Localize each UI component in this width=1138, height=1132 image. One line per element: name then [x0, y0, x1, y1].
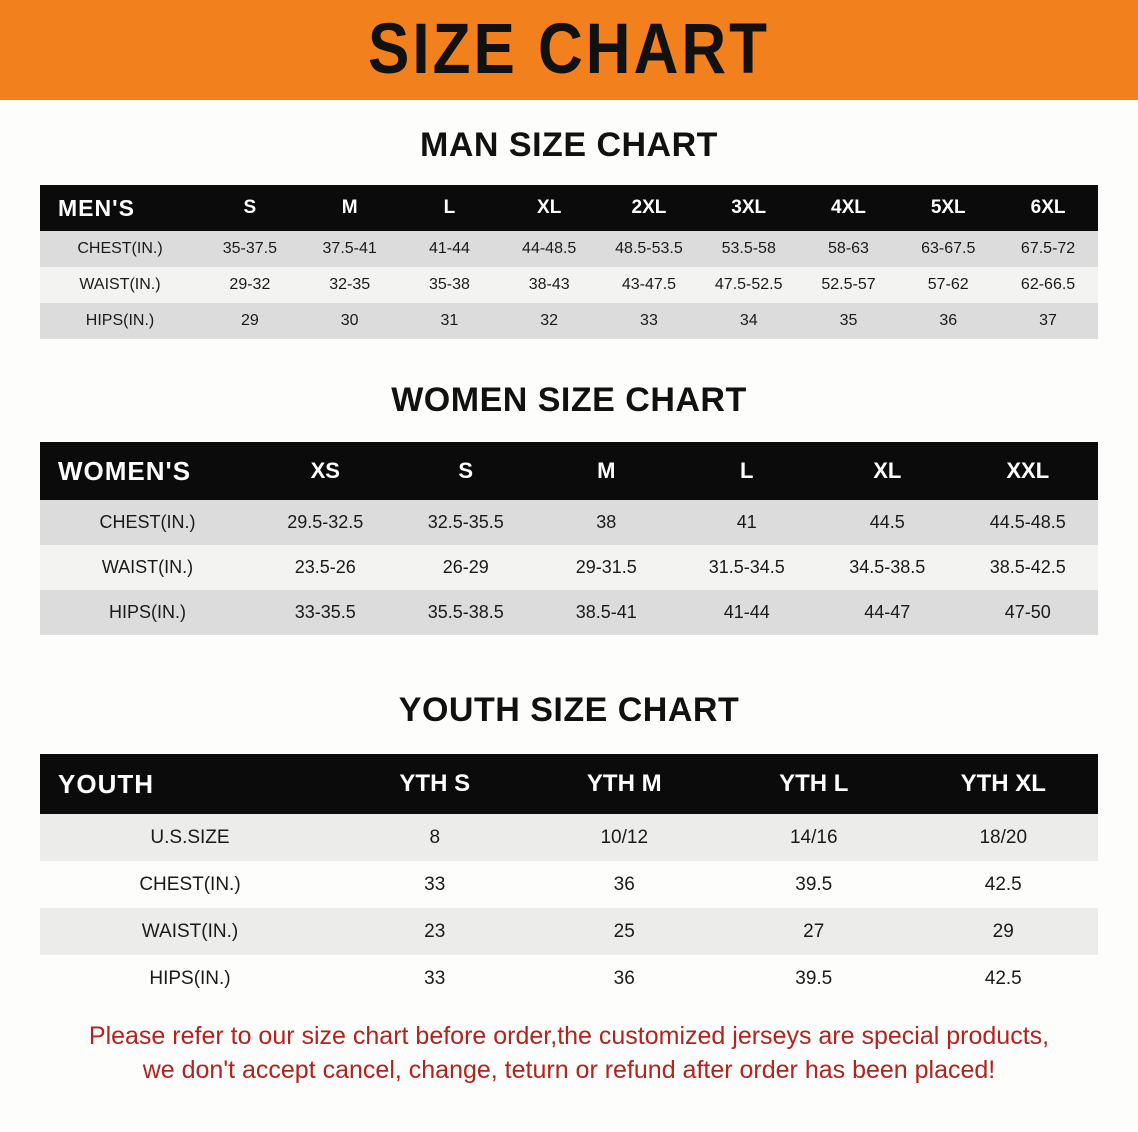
table-cell: 26-29 [396, 545, 537, 590]
table-cell: 35.5-38.5 [396, 590, 537, 635]
table-row [40, 908, 1098, 955]
women-header-cell: L [677, 442, 818, 500]
table-cell: 27 [719, 908, 909, 955]
table-row [40, 545, 1098, 590]
table-cell: 38-43 [499, 267, 599, 303]
table-cell: 36 [530, 955, 720, 1002]
table-cell: 44.5-48.5 [958, 500, 1099, 545]
table-cell: 37.5-41 [300, 231, 400, 267]
youth-header-cell: YTH L [719, 754, 909, 814]
table-cell: 47-50 [958, 590, 1099, 635]
table-cell: 34 [699, 303, 799, 339]
table-cell: 29 [909, 908, 1099, 955]
man-table-wrapper [40, 185, 1098, 339]
table-cell: 44-47 [817, 590, 958, 635]
table-cell: 39.5 [719, 955, 909, 1002]
table-header-row [40, 185, 1098, 231]
row-label: WAIST(IN.) [40, 267, 200, 303]
women-size-table [40, 442, 1098, 635]
table-cell: 43-47.5 [599, 267, 699, 303]
women-header-cell: WOMEN'S [40, 442, 255, 500]
table-cell: 63-67.5 [898, 231, 998, 267]
women-section-heading: WOMEN SIZE CHART [391, 381, 747, 419]
table-cell: 44-48.5 [499, 231, 599, 267]
table-cell: 33-35.5 [255, 590, 396, 635]
youth-section-heading: YOUTH SIZE CHART [398, 691, 740, 729]
youth-header-cell: YTH S [340, 754, 530, 814]
row-label: HIPS(IN.) [40, 303, 200, 339]
table-cell: 38 [536, 500, 677, 545]
table-cell: 48.5-53.5 [599, 231, 699, 267]
table-cell: 36 [530, 861, 720, 908]
table-cell: 34.5-38.5 [817, 545, 958, 590]
table-cell: 62-66.5 [998, 267, 1098, 303]
table-cell: 39.5 [719, 861, 909, 908]
disclaimer-line-2: we don't accept cancel, change, teturn or refund after order has been placed! [142, 1055, 996, 1084]
youth-size-table [40, 754, 1098, 1002]
row-label: HIPS(IN.) [40, 590, 255, 635]
table-cell: 33 [599, 303, 699, 339]
women-header-cell: XXL [958, 442, 1099, 500]
table-cell: 33 [340, 955, 530, 1002]
banner [0, 0, 1138, 100]
table-cell: 29-31.5 [536, 545, 677, 590]
disclaimer-line-1: Please refer to our size chart before order,the customized jerseys are special products, [88, 1022, 1050, 1050]
table-cell: 67.5-72 [998, 231, 1098, 267]
man-header-cell: 3XL [699, 185, 799, 231]
table-cell: 8 [340, 814, 530, 861]
man-header-cell: 4XL [799, 185, 899, 231]
table-cell: 23.5-26 [255, 545, 396, 590]
man-header-cell: 2XL [599, 185, 699, 231]
disclaimer-note [42, 1020, 1096, 1088]
table-cell: 41 [677, 500, 818, 545]
youth-header-cell: YOUTH [40, 754, 340, 814]
table-cell: 31 [400, 303, 500, 339]
table-cell: 18/20 [909, 814, 1099, 861]
table-cell: 35-37.5 [200, 231, 300, 267]
table-row [40, 955, 1098, 1002]
table-cell: 32-35 [300, 267, 400, 303]
man-header-cell: 6XL [998, 185, 1098, 231]
man-header-cell: L [400, 185, 500, 231]
man-header-cell: S [200, 185, 300, 231]
table-cell: 57-62 [898, 267, 998, 303]
table-cell: 36 [898, 303, 998, 339]
table-cell: 29-32 [200, 267, 300, 303]
table-cell: 32 [499, 303, 599, 339]
row-label: U.S.SIZE [40, 814, 340, 861]
row-label: CHEST(IN.) [40, 231, 200, 267]
table-row [40, 861, 1098, 908]
man-header-cell: XL [499, 185, 599, 231]
row-label: WAIST(IN.) [40, 908, 340, 955]
table-cell: 42.5 [909, 861, 1099, 908]
row-label: CHEST(IN.) [40, 861, 340, 908]
table-row [40, 590, 1098, 635]
table-cell: 58-63 [799, 231, 899, 267]
table-cell: 30 [300, 303, 400, 339]
table-row [40, 303, 1098, 339]
women-table-wrapper [40, 442, 1098, 635]
table-cell: 42.5 [909, 955, 1099, 1002]
women-header-cell: XL [817, 442, 958, 500]
table-cell: 31.5-34.5 [677, 545, 818, 590]
row-label: WAIST(IN.) [40, 545, 255, 590]
row-label: HIPS(IN.) [40, 955, 340, 1002]
table-cell: 10/12 [530, 814, 720, 861]
table-header-row [40, 442, 1098, 500]
table-cell: 23 [340, 908, 530, 955]
table-cell: 35-38 [400, 267, 500, 303]
table-row [40, 500, 1098, 545]
table-cell: 41-44 [677, 590, 818, 635]
women-header-cell: S [396, 442, 537, 500]
man-header-cell: MEN'S [40, 185, 200, 231]
table-row [40, 231, 1098, 267]
man-header-cell: M [300, 185, 400, 231]
table-cell: 33 [340, 861, 530, 908]
table-cell: 47.5-52.5 [699, 267, 799, 303]
youth-header-cell: YTH XL [909, 754, 1099, 814]
women-header-cell: M [536, 442, 677, 500]
table-cell: 53.5-58 [699, 231, 799, 267]
table-cell: 44.5 [817, 500, 958, 545]
table-cell: 14/16 [719, 814, 909, 861]
table-cell: 29 [200, 303, 300, 339]
table-cell: 38.5-41 [536, 590, 677, 635]
women-header-cell: XS [255, 442, 396, 500]
table-cell: 37 [998, 303, 1098, 339]
table-cell: 29.5-32.5 [255, 500, 396, 545]
table-cell: 38.5-42.5 [958, 545, 1099, 590]
table-row [40, 814, 1098, 861]
table-cell: 41-44 [400, 231, 500, 267]
man-section-heading: MAN SIZE CHART [420, 126, 718, 164]
youth-table-wrapper [40, 754, 1098, 1002]
youth-header-cell: YTH M [530, 754, 720, 814]
table-row [40, 267, 1098, 303]
table-cell: 52.5-57 [799, 267, 899, 303]
row-label: CHEST(IN.) [40, 500, 255, 545]
man-size-table [40, 185, 1098, 339]
table-header-row [40, 754, 1098, 814]
man-header-cell: 5XL [898, 185, 998, 231]
table-cell: 32.5-35.5 [396, 500, 537, 545]
table-cell: 25 [530, 908, 720, 955]
table-cell: 35 [799, 303, 899, 339]
page-title: SIZE CHART [368, 9, 770, 90]
